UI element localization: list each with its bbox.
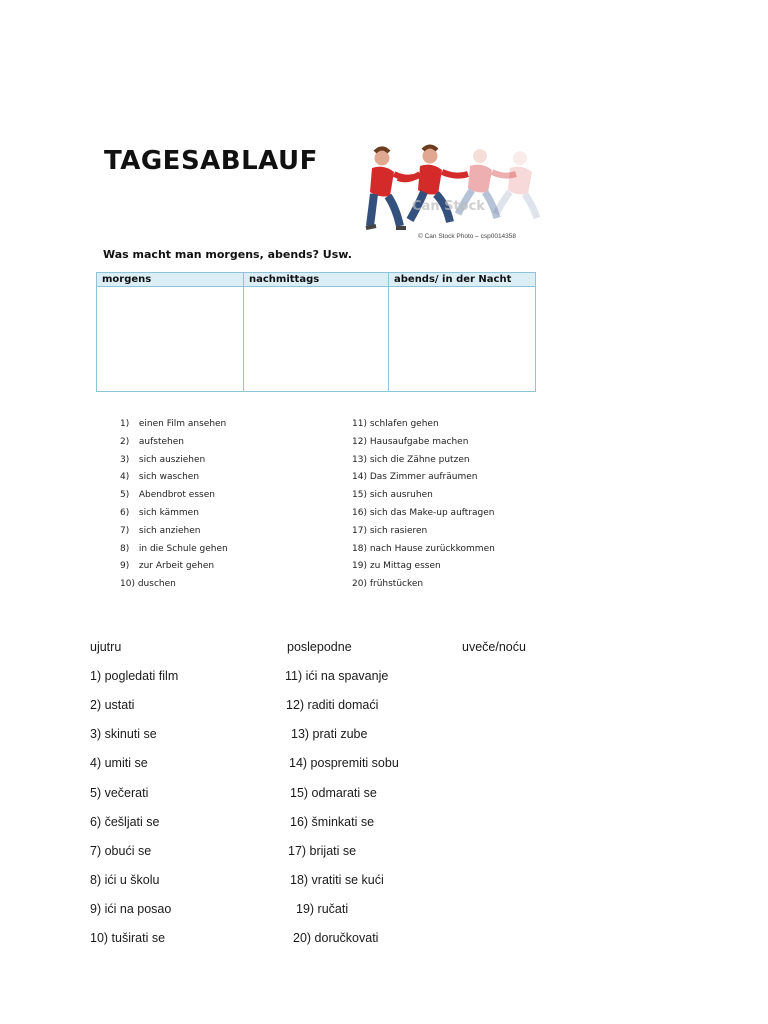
german-activity-list-left	[120, 416, 228, 594]
table-cell-afternoon	[244, 287, 389, 391]
serbian-item: 2) ustati	[90, 698, 135, 712]
serbian-item: 12) raditi domaći	[286, 698, 379, 712]
serbian-item: 8) ići u školu	[90, 873, 160, 887]
serbian-item: 4) umiti se	[90, 756, 148, 770]
table-cell-morning	[97, 287, 244, 391]
list-item: 8) in die Schule gehen	[120, 543, 228, 554]
list-item: 14) Das Zimmer aufräumen	[352, 472, 478, 483]
serbian-item: 3) skinuti se	[90, 727, 157, 741]
serbian-item: 10) tuširati se	[90, 931, 166, 945]
serbian-item: 5) večerati	[90, 786, 149, 800]
sorting-table	[96, 272, 536, 392]
serbian-header-afternoon: poslepodne	[287, 640, 352, 654]
table-header-afternoon: nachmittags	[244, 273, 389, 287]
list-item: 20) frühstücken	[352, 579, 424, 590]
table-header-morning: morgens	[97, 273, 244, 287]
serbian-item: 14) pospremiti sobu	[289, 756, 399, 770]
serbian-item: 7) obući se	[90, 844, 152, 858]
list-item: 6) sich kämmen	[120, 507, 199, 518]
list-item: 9) zur Arbeit gehen	[120, 561, 215, 572]
serbian-item: 13) prati zube	[291, 727, 368, 741]
serbian-item: 6) češljati se	[90, 815, 160, 829]
list-item: 18) nach Hause zurückkommen	[352, 543, 495, 554]
list-item: 12) Hausaufgabe machen	[352, 436, 469, 447]
list-item: 1) einen Film ansehen	[120, 419, 227, 429]
list-item: 2) aufstehen	[120, 436, 184, 447]
list-item: 13) sich die Zähne putzen	[352, 454, 470, 465]
worksheet-title: TAGESABLAUF	[104, 146, 318, 176]
watermark-text: Can Stock	[412, 199, 485, 214]
list-item: 16) sich das Make-up auftragen	[352, 507, 495, 518]
serbian-header-morning: ujutru	[90, 640, 122, 654]
list-item: 11) schlafen gehen	[352, 419, 439, 429]
list-item: 17) sich rasieren	[352, 525, 428, 536]
serbian-item: 1) pogledati film	[90, 669, 179, 683]
serbian-item: 15) odmarati se	[290, 786, 377, 800]
serbian-item: 19) ručati	[296, 902, 349, 916]
list-item: 19) zu Mittag essen	[352, 561, 441, 572]
serbian-item: 16) šminkati se	[290, 815, 375, 829]
list-item: 5) Abendbrot essen	[120, 490, 215, 501]
list-item: 10) duschen	[120, 579, 176, 590]
serbian-item: 11) ići na spavanje	[285, 669, 389, 683]
list-item: 7) sich anziehen	[120, 525, 201, 536]
serbian-item: 9) ići na posao	[90, 902, 172, 916]
serbian-header-evening: uveče/noću	[462, 640, 526, 654]
table-cell-evening	[389, 287, 535, 391]
image-credit: © Can Stock Photo – csp0014358	[418, 233, 517, 240]
table-header-evening: abends/ in der Nacht	[389, 273, 535, 287]
serbian-item: 18) vratiti se kući	[290, 873, 384, 887]
list-item: 15) sich ausruhen	[352, 490, 433, 501]
running-people-clipart	[360, 140, 580, 245]
list-item: 4) sich waschen	[120, 472, 200, 483]
german-activity-list-right	[352, 416, 495, 594]
list-item: 3) sich ausziehen	[120, 454, 206, 465]
serbian-item: 20) doručkovati	[293, 931, 379, 945]
serbian-item: 17) brijati se	[288, 844, 357, 858]
worksheet-question: Was macht man morgens, abends? Usw.	[103, 248, 352, 261]
